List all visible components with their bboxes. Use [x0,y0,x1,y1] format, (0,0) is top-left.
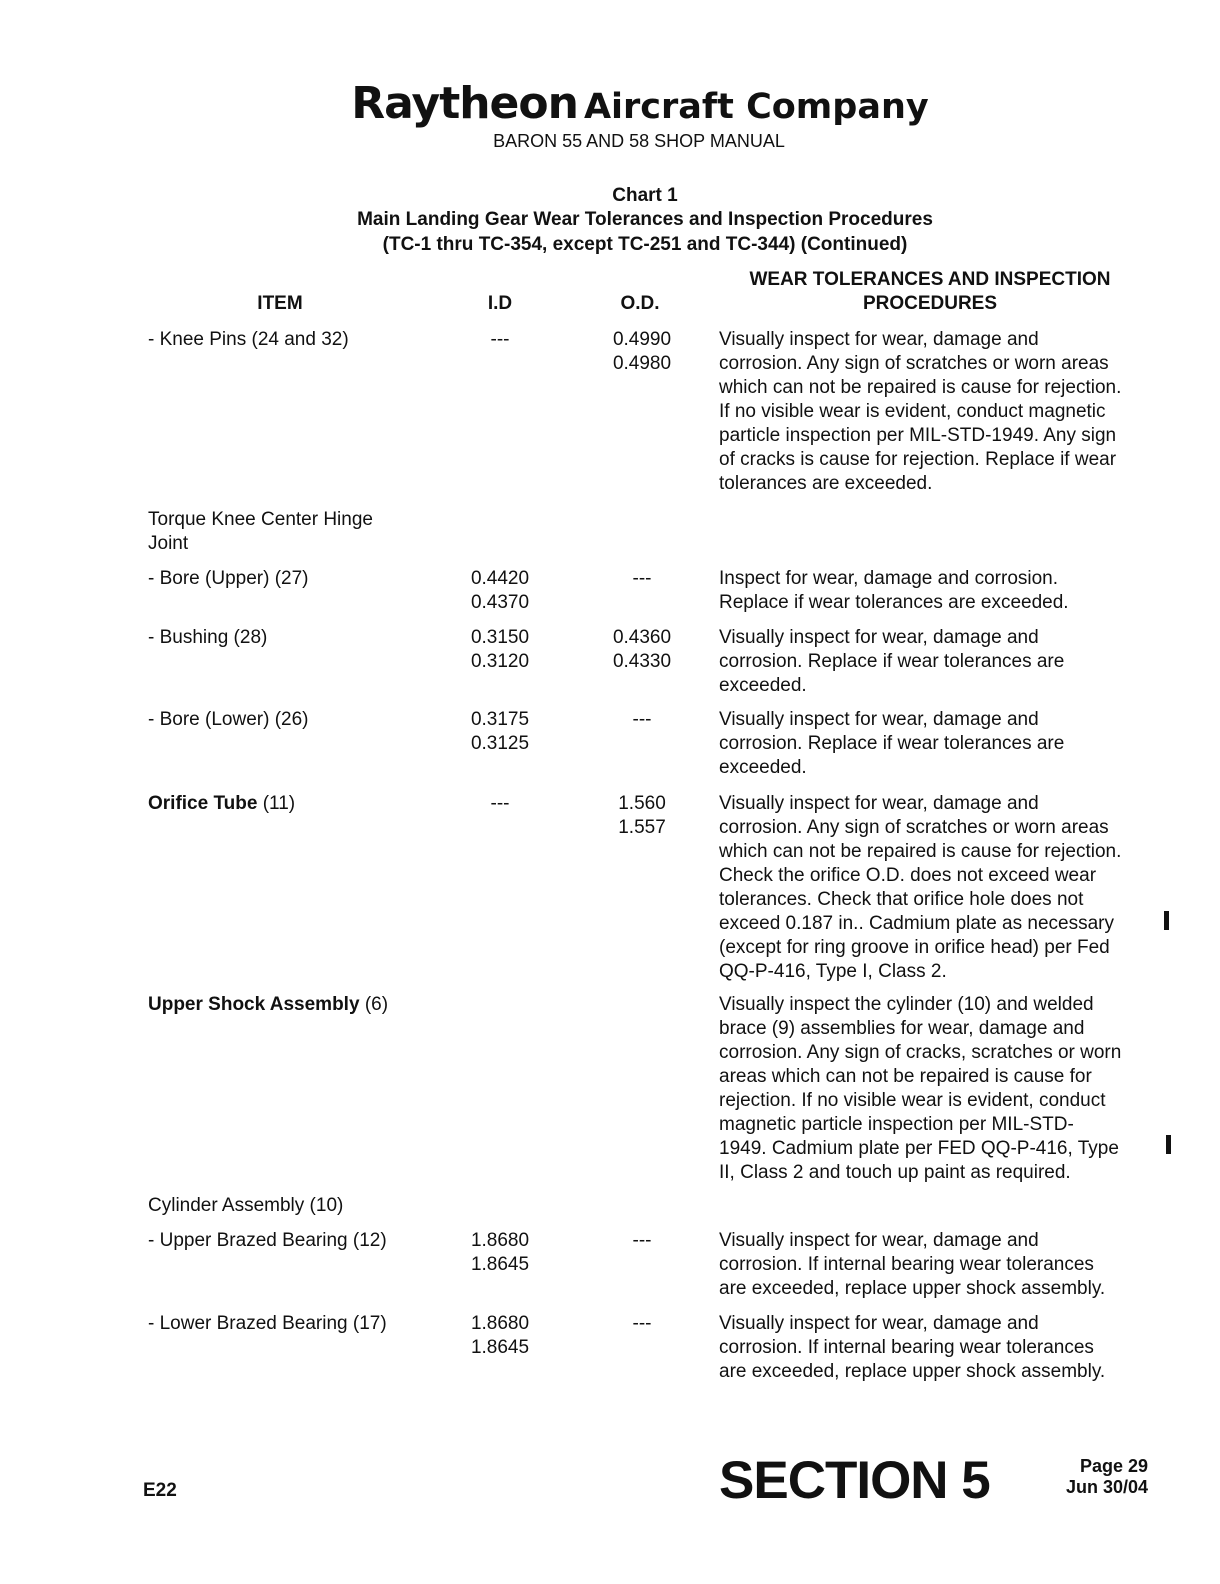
od-value: 0.4360 [612,627,672,648]
column-header-id: I.D [487,293,513,314]
column-header-procedures-2: PROCEDURES [862,293,998,314]
id-value: 0.4370 [470,592,530,613]
od-value: 0.4330 [612,651,672,672]
id-value: 0.3150 [470,627,530,648]
id-value: 1.8680 [470,1230,530,1251]
id-value: 0.3175 [470,709,530,730]
manual-title: BARON 55 AND 58 SHOP MANUAL [493,131,785,151]
column-header-item: ITEM [257,293,303,314]
procedure-text: Inspect for wear, damage and corrosion. Replace if wear tolerances are exceeded. [719,568,1069,613]
item-bore-upper: - Bore (Upper) (27) [148,568,309,589]
id-value: --- [490,329,510,350]
procedure-text: Visually inspect for wear, damage and corrosion. Replace if wear tolerances are exceeded. [719,709,1065,778]
section-label: SECTION 5 [719,1451,990,1510]
id-value: 0.4420 [470,568,530,589]
od-value: 1.557 [618,817,666,838]
item-upper-brazed-bearing: - Upper Brazed Bearing (12) [148,1230,387,1251]
procedure-text: Visually inspect for wear, damage and corrosion. If internal bearing wear tolerances are exceeded, replace upper shock assembly. [719,1230,1106,1299]
procedure-text: Visually inspect the cylinder (10) and welded brace (9) assemblies for wear, damage and corrosion. Any sign of cracks, scratches or worn areas which can not be repaired is cause for rejection. If no visible wear is evident, conduct magnetic particle inspection per MIL-STD- 1949. Cadmium plate per FED QQ-P-416, Type II, Class 2 and touch up paint as required. [719,994,1122,1183]
id-value: 1.8680 [470,1313,530,1334]
od-value: 0.4980 [612,353,672,374]
change-bar [1164,911,1169,930]
procedure-text: Visually inspect for wear, damage and corrosion. Replace if wear tolerances are exceeded. [719,627,1065,696]
chart-title: Main Landing Gear Wear Tolerances and Inspection Procedures [357,209,933,230]
item-cylinder-assembly: Cylinder Assembly (10) [148,1195,344,1216]
item-bore-lower: - Bore (Lower) (26) [148,709,309,730]
od-value: --- [632,1313,652,1334]
id-value: 1.8645 [470,1337,530,1358]
item-torque-knee-center-hinge-joint: Torque Knee Center Hinge Joint [148,509,373,554]
od-value: --- [632,1230,652,1251]
item-lower-brazed-bearing: - Lower Brazed Bearing (17) [148,1313,387,1334]
id-value: 1.8645 [470,1254,530,1275]
procedure-text: Visually inspect for wear, damage and corrosion. Any sign of scratches or worn areas which can not be repaired is cause for rejection. Check the orifice O.D. does not exceed wear tolerances. Check that orifice hole does not exceed 0.187 in.. Cadmium plate as necessary (except for ring groove in orifice head) per Fed QQ-P-416, Type I, Class 2. [719,793,1122,982]
brand-name: Raytheon [351,78,578,129]
change-bar [1166,1135,1171,1154]
od-value: --- [632,568,652,589]
od-value: --- [632,709,652,730]
id-value: 0.3125 [470,733,530,754]
document-code: E22 [143,1480,177,1501]
column-header-procedures-1: WEAR TOLERANCES AND INSPECTION [749,269,1111,290]
id-value: 0.3120 [470,651,530,672]
column-header-od: O.D. [620,293,660,314]
company-logo [0,78,1220,129]
item-knee-pins: - Knee Pins (24 and 32) [148,329,349,350]
item-orifice-tube: Orifice Tube (11) [148,793,296,814]
id-value: --- [490,793,510,814]
revision-date: Jun 30/04 [1065,1477,1148,1497]
page-number: Page 29 [1079,1456,1148,1476]
od-value: 1.560 [618,793,666,814]
od-value: 0.4990 [612,329,672,350]
chart-number: Chart 1 [612,185,678,206]
item-upper-shock-assembly: Upper Shock Assembly (6) [148,994,389,1015]
company-name: Aircraft Company [583,87,929,127]
chart-subtitle: (TC-1 thru TC-354, except TC-251 and TC-344) (Continued) [382,234,908,255]
procedure-text: Visually inspect for wear, damage and corrosion. If internal bearing wear tolerances are exceeded, replace upper shock assembly. [719,1313,1106,1382]
procedure-text: Visually inspect for wear, damage and corrosion. Any sign of scratches or worn areas which can not be repaired is cause for rejection. If no visible wear is evident, conduct magnetic particle inspection per MIL-STD-1949. Any sign of cracks is cause for rejection. Replace if wear tolerances are exceeded. [719,329,1122,494]
page-info [1036,1456,1148,1498]
item-bushing: - Bushing (28) [148,627,268,648]
